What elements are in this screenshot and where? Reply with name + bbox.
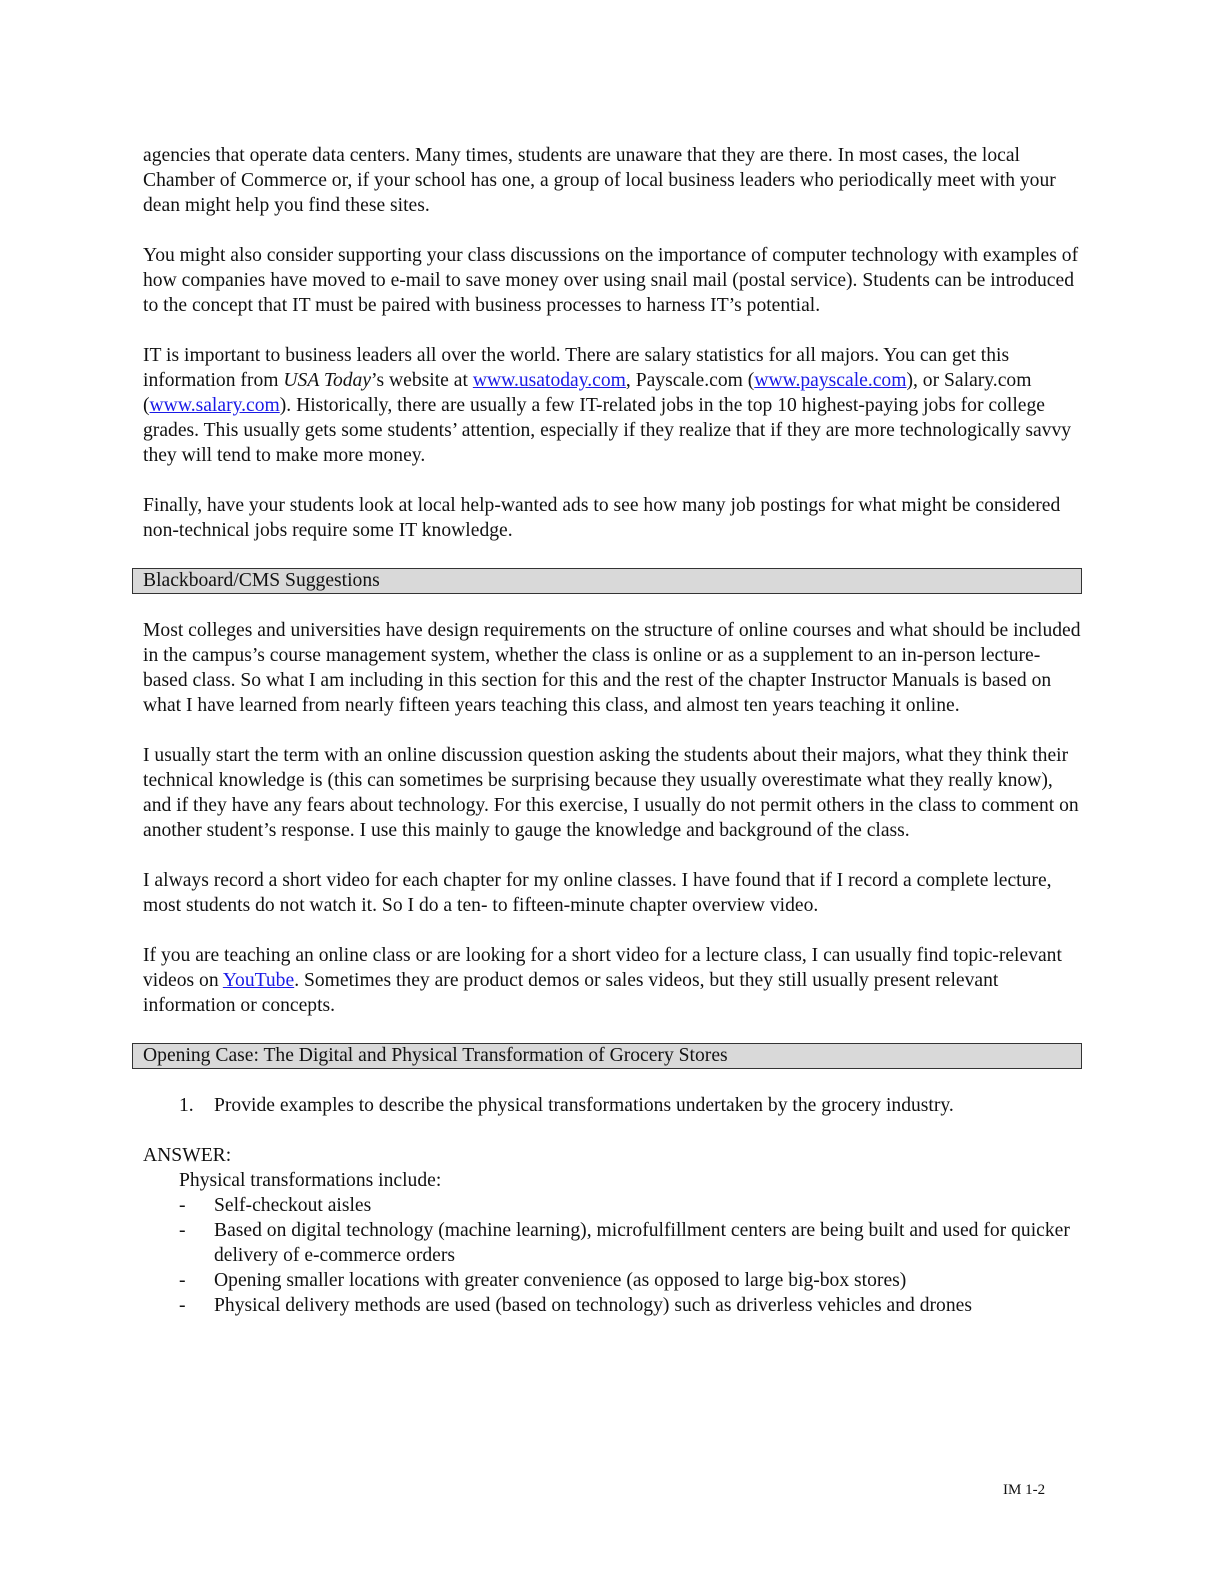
youtube-paragraph (143, 943, 1083, 1018)
section-heading-blackboard: Blackboard/CMS Suggestions (132, 568, 1082, 594)
list-item-text: Based on digital technology (machine learning), microfulfillment centers are being built and used for quicker delivery of e-commerce orders (214, 1220, 1070, 1266)
salary-link[interactable]: www.salary.com (149, 395, 280, 416)
usatoday-link[interactable]: www.usatoday.com (472, 370, 626, 391)
list-item-text: Opening smaller locations with greater convenience (as opposed to large big-box stores) (214, 1270, 907, 1291)
dash-bullet: - (179, 1220, 186, 1241)
list-item (179, 1293, 1083, 1318)
dash-bullet: - (179, 1195, 186, 1216)
dash-bullet: - (179, 1295, 186, 1316)
dash-bullet: - (179, 1270, 186, 1291)
text-run: ). Historically, there are usually a few IT-related jobs in the top 10 highest-paying jobs for college grades. This usually gets some students’ attention, especially if they realize that if they are more technologically savvy they will tend to make more money. (143, 395, 1072, 466)
youtube-link[interactable]: YouTube (222, 970, 295, 991)
text-run: ), or Salary.com ( (143, 370, 1032, 416)
text-run: If you are teaching an online class or are looking for a short video for a lecture class, I can usually find topic-relevant videos on (143, 945, 1062, 991)
usa-today-title: USA Today (283, 370, 372, 391)
paragraph: You might also consider supporting your class discussions on the importance of computer technology with examples of how companies have moved to e-mail to save money over using snail mail (postal service). Students can be introduced to the concept that IT must be paired with business processes to harness IT’s potential. (143, 245, 1079, 316)
list-item-text: Self-checkout aisles (214, 1195, 372, 1216)
list-item (179, 1268, 1083, 1293)
answer-list (143, 1193, 1083, 1318)
paragraph: agencies that operate data centers. Many times, students are unaware that they are there. In most cases, the local Chamber of Commerce or, if your school has one, a group of local business leaders who periodically meet with your dean might help you find these sites. (143, 145, 1056, 216)
paragraph: Finally, have your students look at local help-wanted ads to see how many job postings for what might be considered non-technical jobs require some IT knowledge. (143, 495, 1061, 541)
list-item-text: Physical delivery methods are used (based on technology) such as driverless vehicles and drones (214, 1295, 972, 1316)
list-item (179, 1218, 1083, 1268)
text-run: ’s website at (371, 370, 473, 391)
paragraph: Most colleges and universities have design requirements on the structure of online courses and what should be included in the campus’s course management system, whether the class is online or as a supplement to an in-person lecture-based class. So what I am including in this section for this and the rest of the chapter Instructor Manuals is based on what I have learned from nearly fifteen years teaching this class, and almost ten years teaching it online. (143, 620, 1081, 716)
paragraph: I usually start the term with an online discussion question asking the students about their majors, what they think their technical knowledge is (this can sometimes be surprising because they usually overestimate what they really know), and if they have any fears about technology. For this exercise, I usually do not permit others in the class to comment on another student’s response. I use this mainly to gauge the knowledge and background of the class. (143, 745, 1079, 841)
text-run: , Payscale.com ( (625, 370, 755, 391)
question-item (179, 1093, 1083, 1118)
question-text: Provide examples to describe the physical transformations undertaken by the grocery industry. (214, 1095, 954, 1116)
paragraph: I always record a short video for each chapter for my online classes. I have found that if I record a complete lecture, most students do not watch it. So I do a ten- to fifteen-minute chapter overview video. (143, 870, 1052, 916)
text-run: . Sometimes they are product demos or sales videos, but they still usually present relevant information or concepts. (143, 970, 999, 1016)
section-heading-opening-case: Opening Case: The Digital and Physical Transformation of Grocery Stores (132, 1043, 1082, 1069)
list-item (179, 1193, 1083, 1218)
page-number: IM 1-2 (1003, 1482, 1046, 1498)
payscale-link[interactable]: www.payscale.com (754, 370, 907, 391)
answer-intro: Physical transformations include: (179, 1170, 442, 1191)
salary-paragraph (143, 343, 1083, 468)
question-number: 1. (179, 1095, 194, 1116)
document-body (143, 143, 1083, 1318)
text-run: IT is important to business leaders all over the world. There are salary statistics for all majors. You can get this information from (143, 345, 1010, 391)
answer-label: ANSWER: (143, 1145, 232, 1166)
